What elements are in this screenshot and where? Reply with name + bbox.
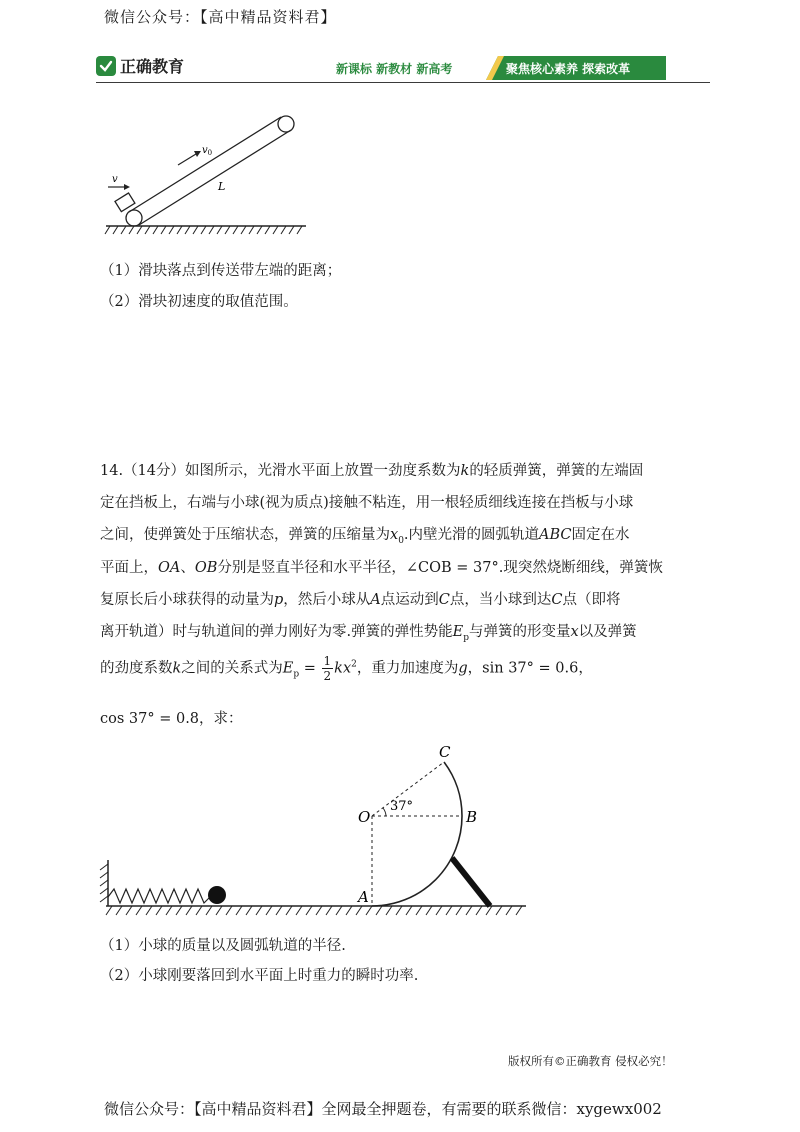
- angle-arc: [383, 808, 386, 816]
- q14-line3: 之间，使弹簧处于压缩状态，弹簧的压缩量为$x_0$.内壁光滑的圆弧轨道ABC固定在水: [100, 527, 630, 546]
- logo-text: 正确教育: [120, 57, 185, 76]
- q14-line4: 平面上，OA、OB分别是竖直半径和水平半径，∠COB = 37°.现突然烧断细线，弹簧恢: [100, 560, 663, 576]
- label-v0: $v_0$: [202, 145, 213, 157]
- header-divider: [96, 82, 710, 83]
- arc-track: [372, 762, 462, 906]
- arc-track-figure: [96, 740, 536, 920]
- q13-sub1: （1）滑块落点到传送带左端的距离；: [100, 263, 342, 279]
- wechat-footer-text: 微信公众号：【高中精品资料君】全网最全押题卷，有需要的联系微信：xygewx002: [104, 1100, 662, 1118]
- label-A: A: [358, 888, 369, 906]
- fraction-one-half: $\frac{1}{2}$: [323, 654, 332, 683]
- logo: [96, 54, 184, 77]
- copyright-notice: 版权所有©正确教育 侵权必究！: [508, 1054, 673, 1068]
- q14-sub1: （1）小球的质量以及圆弧轨道的半径.: [100, 938, 346, 954]
- ball: [208, 886, 226, 904]
- slogan: 新课标 新教材 新高考: [336, 62, 453, 76]
- q14-line1: 14.（14分）如图所示，光滑水平面上放置一劲度系数为k的轻质弹簧，弹簧的左端固: [100, 463, 644, 479]
- check-icon: [96, 56, 116, 76]
- label-angle: 37°: [390, 799, 414, 814]
- belt-bottom: [139, 130, 291, 225]
- right-pulley: [278, 116, 294, 132]
- q13-sub2: （2）滑块初速度的取值范围。: [100, 294, 298, 310]
- label-B: B: [466, 808, 478, 826]
- q14-line7: 的劲度系数k之间的关系式为$E_p$ = $\frac{1}{2}$ $kx^2$，重力加速度为g，sin 37° = 0.6，: [100, 654, 593, 683]
- q14-line2: 定在挡板上，右端与小球(视为质点)接触不粘连，用一根轻质细线连接在挡板与小球: [100, 495, 634, 511]
- support-strut: [452, 858, 490, 906]
- label-C: C: [439, 743, 451, 761]
- ground-hatching: [106, 906, 522, 915]
- slider-block: [115, 193, 135, 212]
- q14-line5: 复原长后小球获得的动量为p，然后小球从A点运动到C点，当小球到达C点（即将: [100, 592, 621, 608]
- q14-line8: cos 37° = 0.8，求：: [100, 711, 243, 727]
- label-O: O: [358, 808, 371, 826]
- spring: [108, 889, 210, 903]
- left-pulley: [126, 210, 142, 226]
- ground-hatching: [105, 226, 302, 234]
- q14-sub2: （2）小球刚要落回到水平面上时重力的瞬时功率.: [100, 968, 419, 984]
- wechat-header-text: 微信公众号：【高中精品资料君】: [104, 8, 337, 26]
- conveyor-belt-figure: [100, 108, 310, 240]
- belt-top: [129, 117, 281, 212]
- v0-arrow: [178, 154, 196, 165]
- q14-line6: 离开轨道）时与轨道间的弹力刚好为零.弹簧的弹性势能$E_p$与弹簧的形变量x以及弹簧: [100, 624, 637, 643]
- banner-text: 聚焦核心素养 探索改革: [506, 62, 631, 76]
- label-L: L: [218, 180, 226, 193]
- label-v: v: [112, 174, 118, 185]
- wall-hatching: [100, 864, 108, 902]
